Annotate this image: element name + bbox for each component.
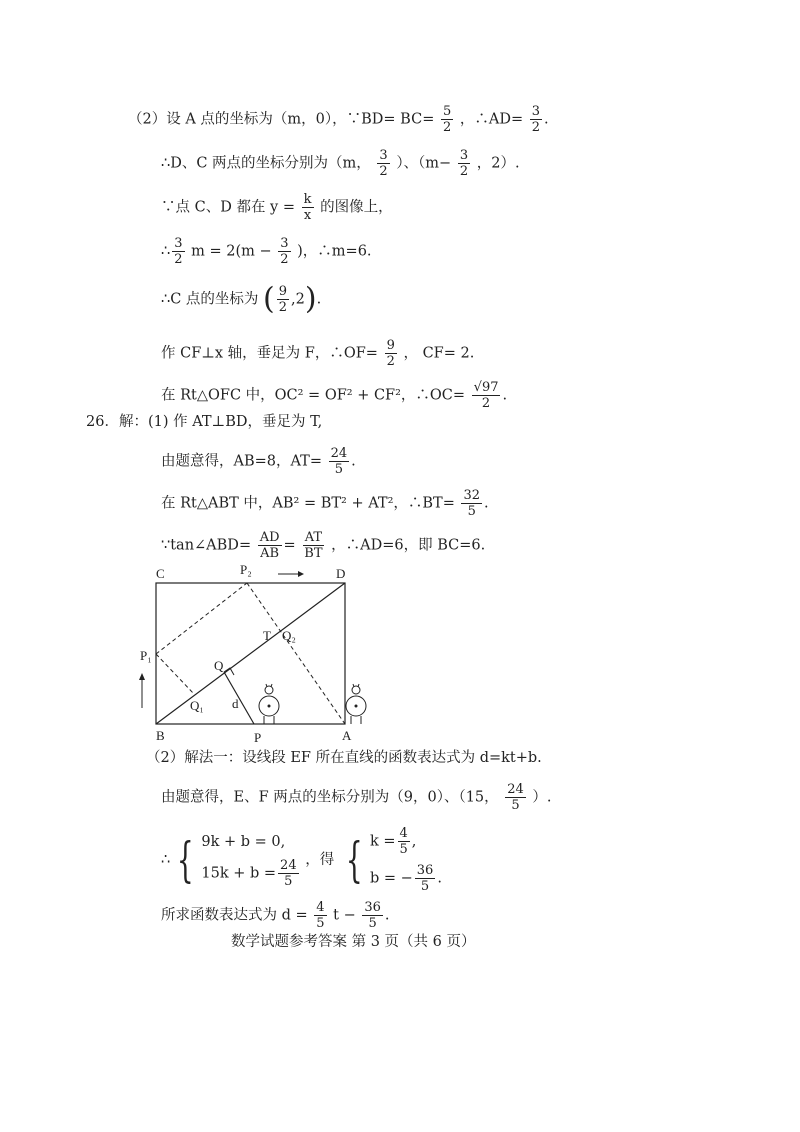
- label-q2: Q₂: [282, 628, 296, 643]
- dashed-p1-p2: [156, 583, 247, 654]
- label-p1: P₁: [140, 648, 152, 663]
- line-1: （2）设 A 点的坐标为（m，0），∵BD= BC= $\frac{5}{2}$ ，∴AD= $\frac{3}{2}$ .: [128, 104, 549, 135]
- label-a: A: [342, 728, 352, 743]
- line-6: 作 CF⊥x 轴，垂足为 F，∴OF= $\frac{9}{2}$ ， CF= 2.: [161, 338, 475, 369]
- label-d: D: [336, 566, 346, 581]
- line-10: 在 Rt△ABT 中，AB² = BT² + AT²，∴BT= $\frac{32}{5}$ .: [161, 488, 489, 519]
- line-14-system: ∴ { 9k + b = 0, 15k + b = $\frac{24}{5}$ ，得 { k = $\frac{4}{5}$ , b = − $\frac{36}{5}$ .: [161, 826, 442, 894]
- label-d-distance: d: [232, 696, 239, 711]
- line-15: 所求函数表达式为 d = $\frac{4}{5}$ t − $\frac{36}{5}$ .: [161, 900, 390, 931]
- dashed-p2-a: [247, 583, 345, 724]
- label-b: B: [156, 728, 165, 743]
- label-q1: Q₁: [190, 698, 204, 713]
- fraction: $\frac{5}{2}$: [442, 104, 452, 135]
- label-p2: P₂: [240, 562, 252, 577]
- label-t: T: [263, 628, 271, 643]
- page-footer: 数学试题参考答案 第 3 页（共 6 页）: [231, 934, 476, 950]
- dashed-p1-q1: [156, 654, 194, 694]
- label-q: Q: [214, 658, 224, 673]
- segment-pq: [224, 672, 254, 724]
- diagonal-bd: [156, 583, 345, 724]
- line-2: ∴D、C 两点的坐标分别为（m， $\frac{3}{2}$ ）、（m− $\frac{3}{2}$ ，2）.: [161, 148, 520, 179]
- line-12: （2）解法一：设线段 EF 所在直线的函数表达式为 d=kt+b.: [146, 750, 542, 766]
- geometry-figure: [130, 560, 380, 745]
- line-5: ∴C 点的坐标为 ( $\frac{9}{2}$ ,2).: [161, 281, 322, 317]
- fraction: $\frac{3}{2}$: [531, 104, 540, 135]
- robot-icon: [346, 684, 366, 724]
- robot-icon: [259, 684, 279, 724]
- line-9: 由题意得，AB=8，AT= $\frac{24}{5}$ .: [161, 446, 356, 477]
- arrow-right-icon: [278, 571, 304, 577]
- line-7: 在 Rt△OFC 中，OC² = OF² + CF²，∴OC= $\frac{√97}{2}$ .: [161, 380, 508, 411]
- line-13: 由题意得，E、F 两点的坐标分别为（9，0）、（15， $\frac{24}{5}$ ）.: [161, 782, 552, 813]
- label-p: P: [254, 730, 262, 745]
- line-3: ∵点 C、D 都在 y = $\frac{k}{x}$ 的图像上，: [161, 192, 393, 223]
- line-8: 26．解：(1) 作 AT⊥BD，垂足为 T,: [86, 414, 323, 430]
- label-c: C: [156, 566, 165, 581]
- line-4: ∴ $\frac{3}{2}$ m = 2(m − $\frac{3}{2}$ )，∴m=6.: [161, 236, 372, 267]
- arrow-up-icon: [139, 673, 145, 708]
- line-11: ∵tan∠ABD= $\frac{AD}{AB}$ = $\frac{AT}{BT}$ ，∴AD=6，即 BC=6.: [161, 530, 486, 561]
